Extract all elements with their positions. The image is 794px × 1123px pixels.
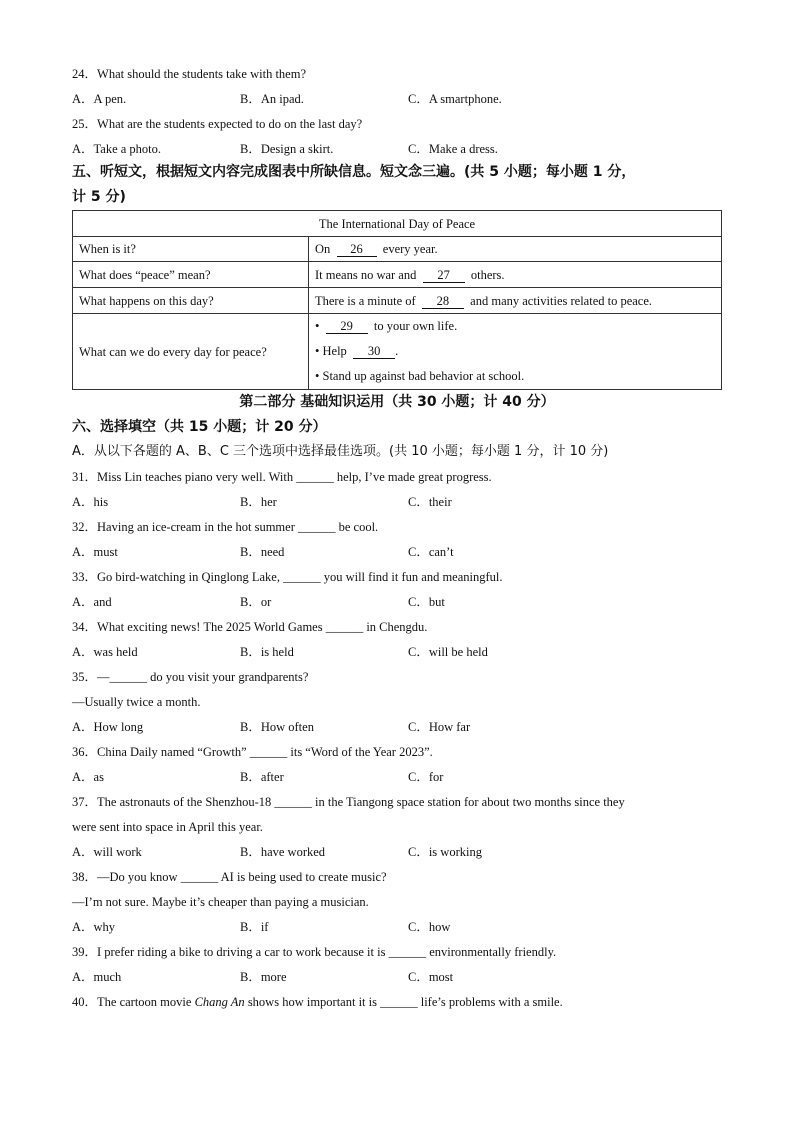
option-39-b: B．more [240, 970, 287, 984]
table-row [73, 314, 722, 390]
question-38: 38．—Do you know ______ AI is being used to create music? [72, 870, 387, 884]
movie-title: Chang An [194, 995, 245, 1009]
question-34: 34．What exciting news! The 2025 World Games ______ in Chengdu. [72, 620, 428, 634]
blank-28[interactable]: 28 [422, 294, 464, 309]
row-answer: It means no war and 27 others. [309, 262, 722, 288]
option-31-b: B．her [240, 495, 277, 509]
question-39: 39．I prefer riding a bike to driving a car to work because it is ______ environmentally friendly. [72, 945, 557, 959]
row-answer: There is a minute of 28 and many activities related to peace. [309, 288, 722, 314]
question-35: 35．—______ do you visit your grandparents? [72, 670, 309, 684]
question-31: 31．Miss Lin teaches piano very well. With ______ help, I’ve made great progress. [72, 470, 492, 484]
question-25: 25．What are the students expected to do on the last day? [72, 117, 363, 131]
question-24: 24．What should the students take with them? [72, 67, 306, 81]
question-40: 40．The cartoon movie Chang An shows how important it is ______ life’s problems with a smile. [72, 995, 563, 1009]
question-32: 32．Having an ice-cream in the hot summer ______ be cool. [72, 520, 379, 534]
option-33-b: B．or [240, 595, 272, 609]
row-answer [309, 314, 722, 390]
section-5-heading-line2: 计 5 分) [72, 189, 126, 205]
section-5-heading-line1: 五、听短文，根据短文内容完成图表中所缺信息。短文念三遍。(共 5 小题；每小题 1 分， [72, 164, 636, 180]
row-question: What can we do every day for peace? [73, 314, 309, 390]
option-37-c: C．is working [408, 845, 482, 859]
option-36-a: A．as [72, 770, 104, 784]
option-37-a: A．will work [72, 845, 142, 859]
blank-27[interactable]: 27 [423, 268, 465, 283]
row-answer: On 26 every year. [309, 237, 722, 262]
option-31-a: A．his [72, 495, 109, 509]
part-2-heading: 第二部分 基础知识运用（共 30 小题；计 40 分） [239, 394, 555, 410]
table-row [73, 288, 722, 314]
question-33: 33．Go bird-watching in Qinglong Lake, ______ you will find it fun and meaningful. [72, 570, 503, 584]
option-33-a: A．and [72, 595, 112, 609]
option-35-a: A．How long [72, 720, 144, 734]
table-row [73, 237, 722, 262]
option-33-c: C．but [408, 595, 445, 609]
option-24-b: B．An ipad. [240, 92, 304, 106]
option-36-c: C．for [408, 770, 444, 784]
option-25-b: B．Design a skirt. [240, 142, 334, 156]
option-39-c: C．most [408, 970, 454, 984]
bullet-29: • 29 to your own life. [315, 319, 458, 333]
option-24-a: A．A pen. [72, 92, 127, 106]
question-36: 36．China Daily named “Growth” ______ its “Word of the Year 2023”. [72, 745, 433, 759]
question-37: 37．The astronauts of the Shenzhou-18 ______ in the Tiangong space station for about two months since they [72, 795, 625, 809]
option-38-c: C．how [408, 920, 451, 934]
question-35-reply: —Usually twice a month. [72, 695, 201, 709]
row-question: What happens on this day? [73, 288, 309, 314]
blank-30[interactable]: 30 [353, 344, 395, 359]
row-question: What does “peace” mean? [73, 262, 309, 288]
bullet-30: • Help 30 . [315, 344, 399, 358]
option-32-b: B．need [240, 545, 285, 559]
peace-day-table [72, 210, 722, 390]
option-35-c: C．How far [408, 720, 471, 734]
section-a-instruction: A．从以下各题的 A、B、C 三个选项中选择最佳选项。(共 10 小题；每小题 1 分，计 10 分) [72, 444, 609, 459]
option-31-c: C．their [408, 495, 452, 509]
option-32-c: C．can’t [408, 545, 454, 559]
row-question: When is it? [73, 237, 309, 262]
blank-26[interactable]: 26 [337, 242, 377, 257]
option-38-b: B．if [240, 920, 269, 934]
option-37-b: B．have worked [240, 845, 326, 859]
bullet-stand-up: • Stand up against bad behavior at school. [315, 369, 525, 383]
question-38-reply: —I’m not sure. Maybe it’s cheaper than paying a musician. [72, 895, 369, 909]
option-32-a: A．must [72, 545, 118, 559]
blank-29[interactable]: 29 [326, 319, 368, 334]
option-36-b: B．after [240, 770, 284, 784]
option-25-a: A．Take a photo. [72, 142, 162, 156]
table-title: The International Day of Peace [73, 211, 722, 237]
option-34-c: C．will be held [408, 645, 488, 659]
table-row [73, 262, 722, 288]
option-39-a: A．much [72, 970, 122, 984]
section-6-heading: 六、选择填空（共 15 小题；计 20 分） [72, 419, 327, 435]
question-37-line2: were sent into space in April this year. [72, 820, 263, 834]
option-35-b: B．How often [240, 720, 314, 734]
option-25-c: C．Make a dress. [408, 142, 498, 156]
option-24-c: C．A smartphone. [408, 92, 502, 106]
option-34-b: B．is held [240, 645, 294, 659]
option-38-a: A．why [72, 920, 116, 934]
option-34-a: A．was held [72, 645, 138, 659]
